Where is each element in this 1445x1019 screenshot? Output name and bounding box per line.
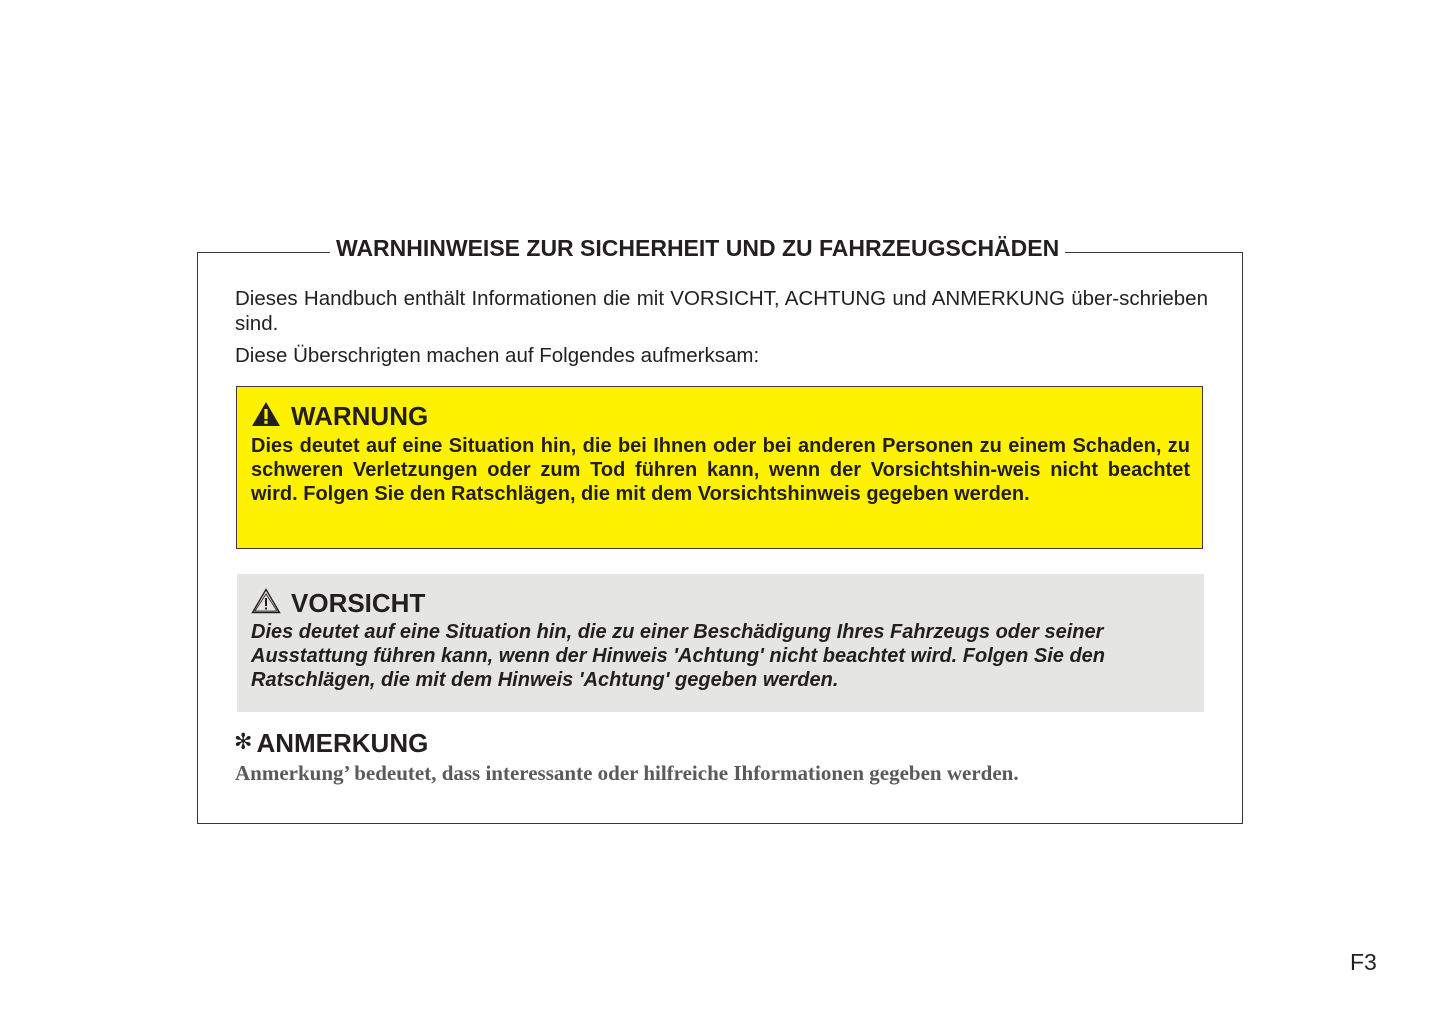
caution-header [251,588,425,618]
caution-text: Dies deutet auf eine Situation hin, die zu einer Beschädigung Ihres Fahrzeugs oder seiner Ausstattung führen kann, wenn der Hinweis 'Achtung' nicht beachtet wird. Folgen Sie den Ratschlägen, die mit dem Hinweis 'Achtung' gegeben werden. [251,621,1106,691]
caution-box [237,574,1204,712]
note-text: Anmerkung’ bedeutet, dass interessante oder hilfreiche Ihformationen gegeben werden. [235,761,1019,785]
section-title: WARNHINWEISE ZUR SICHERHEIT UND ZU FAHRZEUGSCHÄDEN [330,234,1065,262]
intro-paragraph: Dieses Handbuch enthält Informationen die mit VORSICHT, ACHTUNG und ANMERKUNG über-schrieben sind. [235,287,1208,335]
asterisk-icon: ✻ [234,730,253,755]
warning-triangle-filled-icon [251,401,281,432]
page-number: F3 [1350,949,1377,975]
warning-text: Dies deutet auf eine Situation hin, die bei Ihnen oder bei anderen Personen zu einem Schaden, zu schweren Verletzungen oder zum Tod führen kann, wenn der Vorsichtshin-weis nicht beachtet wird. Folgen Sie den Ratschlägen, die mit dem Vorsichtshinweis gegeben werden. [251,435,1190,505]
caution-title: VORSICHT [291,588,426,618]
note-header [234,728,428,758]
warning-triangle-outline-icon [251,588,281,619]
note-title: ANMERKUNG [256,728,429,758]
warning-header [251,401,428,431]
warning-box [236,386,1203,549]
intro-lead: Diese Überschrigten machen auf Folgendes aufmerksam: [235,344,760,367]
warning-title: WARNUNG [291,401,429,431]
